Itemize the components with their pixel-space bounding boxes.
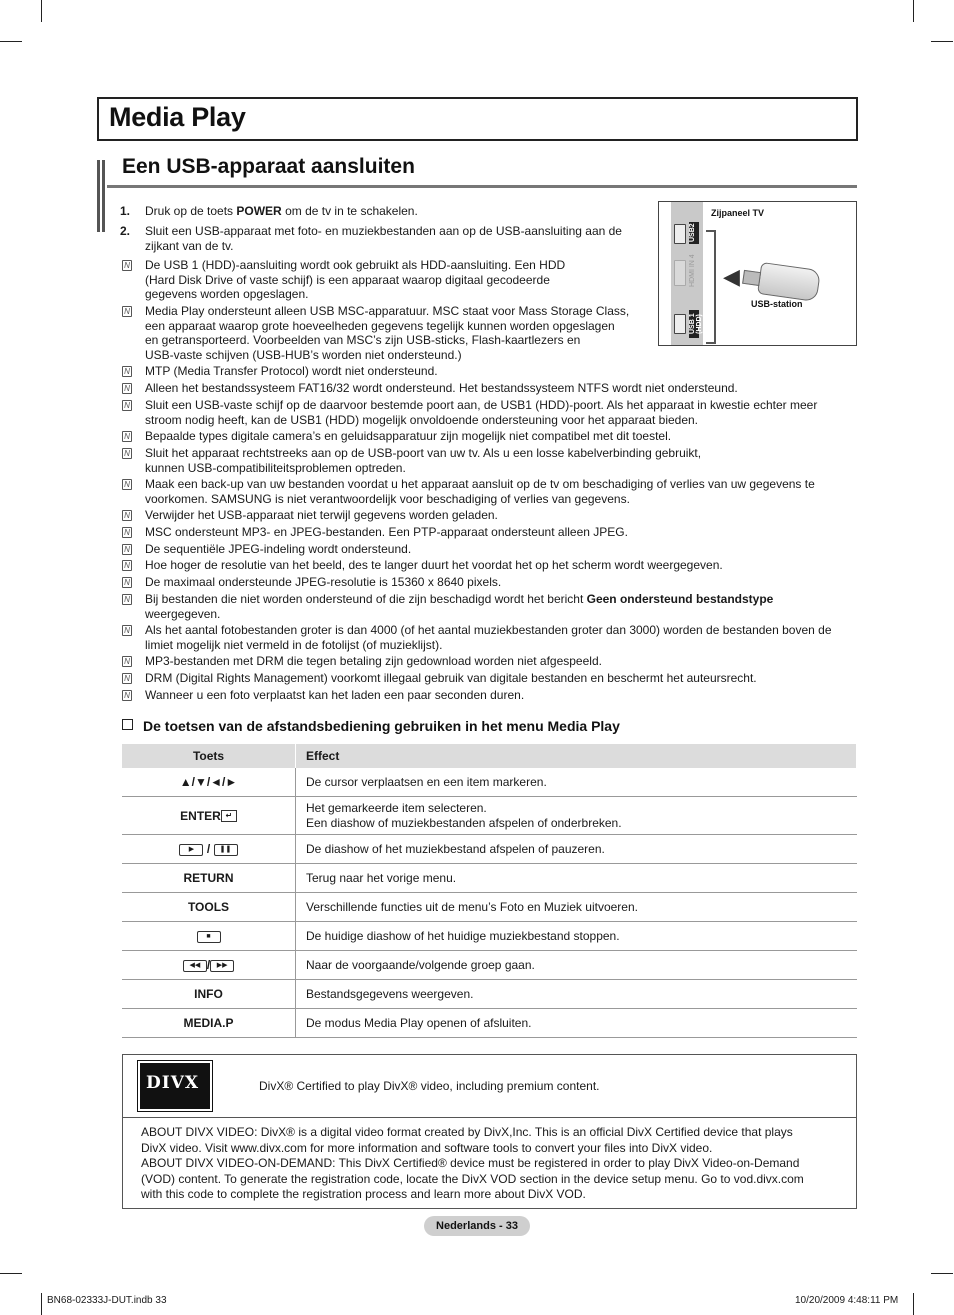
enter-icon: ↵ — [221, 810, 237, 822]
table-row: ◀◀ / ▶▶ Naar de voorgaande/volgende groep gaan. — [122, 951, 857, 980]
checkbox-square-icon — [122, 719, 133, 730]
table-header: Toets — [122, 744, 296, 768]
pause-icon: ❚❚ — [214, 844, 238, 856]
table-row: TOOLS Verschillende functies uit de menu’s Foto en Muziek uitvoeren. — [122, 893, 857, 922]
footer-timestamp: 10/20/2009 4:48:11 PM — [795, 1295, 899, 1306]
divx-logo: DIVX — [138, 1061, 212, 1111]
table-row: ▶ / ❚❚ De diashow of het muziekbestand afspelen of pauzeren. — [122, 835, 857, 864]
key-tools: TOOLS — [122, 893, 296, 922]
tv-side-panel — [671, 202, 703, 345]
note-icon: N — [122, 366, 132, 377]
hdmi-label: HDMI IN 4 — [689, 254, 696, 288]
note-icon: N — [122, 383, 132, 394]
note-icon: N — [122, 400, 132, 411]
usb-connection-figure — [658, 201, 857, 346]
usb2-label: USB2 — [689, 222, 699, 244]
key-arrows: ▲/▼/◄/► — [122, 768, 296, 797]
table-row: MEDIA.P De modus Media Play openen of afsluiten. — [122, 1009, 857, 1038]
crop-mark — [931, 41, 953, 42]
key-enter: ENTER ↵ — [122, 797, 296, 835]
remote-keys-table — [122, 744, 857, 1038]
play-icon: ▶ — [179, 844, 203, 856]
page-title: Media Play — [109, 102, 246, 132]
crop-mark — [0, 41, 22, 42]
key-rew-ff: ◀◀ / ▶▶ — [122, 951, 296, 980]
step-number: 1. — [120, 204, 131, 218]
hdmi-port-icon — [674, 260, 686, 286]
crop-mark — [41, 0, 42, 22]
note-icon: N — [122, 431, 132, 442]
fast-forward-icon: ▶▶ — [210, 960, 234, 972]
note-icon: N — [122, 625, 132, 636]
usb2-port-icon — [674, 224, 686, 244]
note-icon: N — [122, 577, 132, 588]
device-label: USB-station — [751, 299, 803, 309]
page-number-badge: Nederlands - 33 — [424, 1216, 530, 1236]
note-icon: N — [122, 544, 132, 555]
note-icon: N — [122, 560, 132, 571]
table-row: ■ De huidige diashow of het huidige muziekbestand stoppen. — [122, 922, 857, 951]
table-row: RETURN Terug naar het vorige menu. — [122, 864, 857, 893]
note-icon: N — [122, 656, 132, 667]
usb-stick-icon — [757, 262, 821, 302]
panel-label: Zijpaneel TV — [711, 208, 765, 218]
note-icon: N — [122, 690, 132, 701]
table-header: Effect — [296, 744, 857, 768]
key-return: RETURN — [122, 864, 296, 893]
step-text: Sluit een USB-apparaat met foto- en muziekbestanden aan op de USB-aansluiting aan de zijkant van de tv. — [145, 224, 622, 253]
note-icon: N — [122, 479, 132, 490]
crop-mark — [913, 1293, 914, 1315]
note-icon: N — [122, 448, 132, 459]
note-icon: N — [122, 306, 132, 317]
crop-mark — [931, 1273, 953, 1274]
page-title-box — [97, 97, 858, 141]
crop-mark — [913, 0, 914, 22]
key-media-p: MEDIA.P — [122, 1009, 296, 1038]
step-number: 2. — [120, 224, 131, 238]
key-info: INFO — [122, 980, 296, 1009]
remote-heading: De toetsen van de afstandsbediening gebruiken in het menu Media Play — [122, 718, 620, 734]
usb1-label: USB 1 (HDD) — [689, 310, 699, 338]
rewind-icon: ◀◀ — [183, 960, 207, 972]
note-icon: N — [122, 260, 132, 271]
table-row: ▲/▼/◄/► De cursor verplaatsen en een item markeren. — [122, 768, 857, 797]
stop-icon: ■ — [197, 931, 221, 943]
footer-file: BN68-02333J-DUT.indb 33 — [47, 1295, 167, 1306]
key-stop — [122, 922, 296, 951]
crop-mark — [0, 1273, 22, 1274]
section-title: Een USB-apparaat aansluiten — [122, 155, 415, 178]
arrow-left-icon: ◀ — [723, 264, 740, 289]
note-icon: N — [122, 527, 132, 538]
connector-bracket — [706, 230, 716, 344]
crop-mark — [41, 1293, 42, 1315]
divx-about-text: ABOUT DIVX VIDEO: DivX® is a digital video format created by DivX,Inc. This is an official DivX Certified device that plays DivX video. Visit www.divx.com for more information and software tools to convert your files into DivX video. ABOUT DIVX VIDEO-ON-DEMAND: This DivX Certified® device must be registered in order to play DivX Video-on-Demand (VOD) content. To generate the registration code, locate the DivX VOD section in the device setup menu. Go to vod.divx.com with this code to complete the registration process and learn more about DivX VOD. — [141, 1125, 804, 1201]
divx-certified-text: DivX® Certified to play DivX® video, including premium content. — [259, 1079, 600, 1093]
step-text: Druk op de toets POWER om de tv in te schakelen. — [145, 204, 418, 218]
note-icon: N — [122, 594, 132, 605]
table-row: ENTER ↵ Het gemarkeerde item selecteren. Een diashow of muziekbestanden afspelen of onderbreken. — [122, 797, 857, 835]
note-icon: N — [122, 510, 132, 521]
table-row: INFO Bestandsgegevens weergeven. — [122, 980, 857, 1009]
key-play-pause: ▶ / ❚❚ — [122, 835, 296, 864]
section-rule — [107, 185, 857, 188]
usb1-port-icon — [674, 314, 686, 334]
note-icon: N — [122, 673, 132, 684]
divx-info-box — [122, 1054, 857, 1209]
divider — [123, 1117, 856, 1118]
